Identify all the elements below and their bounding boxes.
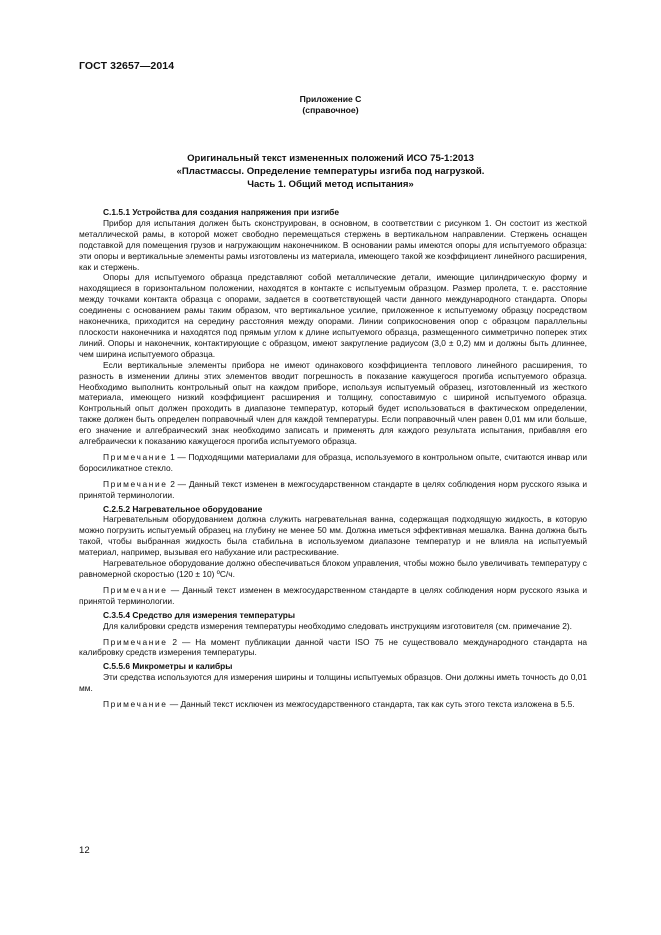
note — [79, 585, 587, 607]
note-label: Примечание — [103, 636, 168, 647]
note — [79, 452, 587, 474]
note-text: 1 — Подходящими материалами для образца, используемого в контрольном опыте, считаются инвар или боросиликатное стекло. — [79, 451, 587, 473]
document-body — [79, 205, 587, 713]
paragraph: Для калибровки средств измерения температуры необходимо следовать инструкциям изготовителя (см. примечание 2). — [103, 620, 573, 631]
note-label: Примечание — [103, 584, 168, 595]
section-heading: С.5.5.6 Микрометры и калибры — [103, 661, 233, 672]
section-heading: С.3.5.4 Средство для измерения температуры — [103, 609, 296, 620]
note — [79, 637, 587, 659]
page-number: 12 — [79, 845, 90, 856]
paragraph: Нагревательным оборудованием должна служить нагревательная ванна, содержащая подходящую жидкость, в которую можно погрузить испытуемый образец на глубину не менее 50 мм. Должна иметься эффективная мешалка. Ванна должна быть такой, чтобы выбранная жидкость была стабильна в используемом диапазоне температур и не влияла на испытуемый материал, например, вызывая его набухание или растрескивание. — [79, 514, 587, 558]
appendix-title: Приложение С — [299, 94, 362, 104]
note-text: — Данный текст исключен из межгосударственного стандарта, так как суть этого текста изложена в 5.5. — [167, 699, 575, 710]
appendix-subtitle: (справочное) — [302, 105, 359, 115]
title-line-2: «Пластмассы. Определение температуры изгиба под нагрузкой. — [176, 166, 485, 178]
paragraph: Опоры для испытуемого образца представляют собой металлические детали, имеющие цилиндрическую форму и находящиеся в горизонтальном положении, находятся в контакте с испытуемым образцом. Размер пролета, т. е. расстояние между точками контакта образца с опорами, задается в соответствующей части данного международного стандарта. Опоры соединены с основанием рамы таким образом, что вертикальное усилие, приложенное к испытуемому образцу посредством наконечника, приходится на середину расстояния между опорами. Линии соприкосновения опор с образцом параллельны плоскости наконечника и находятся под прямым углом к длине испытуемого образца, размещенного симметрично поперек этих линий. Опоры и наконечник, контактирующие с образцом, имеют закругление радиусом (3,0 ± 0,2) мм и должны быть длиннее, чем ширина испытуемого образца. — [79, 272, 587, 359]
document-title — [0, 152, 661, 192]
paragraph: Прибор для испытания должен быть сконструирован, в основном, в соответствии с рисунком 1. Он состоит из жесткой металлической рамы, в которой может свободно перемещаться стержень в вертикальном направлении. Стержень оснащен подставкой для помещения грузов и нагружающим наконечником. В основании рамы имеются опоры для испытуемого образца: эти опоры и вертикальные элементы рамы изготовлены из материала, имеющего такой же коэффициент линейного расширения, как и стержень. — [79, 217, 587, 272]
paragraph: Нагревательное оборудование должно обеспечиваться блоком управления, чтобы можно было увеличивать температуру с равномерной скоростью (120 ± 10) ºС/ч. — [79, 558, 587, 579]
standard-header: ГОСТ 32657—2014 — [79, 60, 175, 72]
paragraph: Эти средства используются для измерения ширины и толщины испытуемых образцов. Они должны иметь точность до 0,01 мм. — [79, 672, 587, 694]
note-label: Примечание — [103, 451, 168, 462]
note-label: Примечание — [103, 699, 168, 710]
note-text: 2 — На момент публикации данной части ISO 75 не существовало международного стандарта на калибровку средств измерения температуры. — [79, 636, 587, 658]
section-heading: С.1.5.1 Устройства для создания напряжения при изгибе — [103, 207, 340, 217]
note-label: Примечание — [103, 478, 168, 489]
note — [79, 479, 587, 501]
title-line-1: Оригинальный текст измененных положений ИСО 75-1:2013 — [187, 153, 474, 164]
note-text: 2 — Данный текст изменен в межгосударственном стандарте в целях соблюдения норм русского языка и принятой терминологии. — [79, 478, 587, 500]
section-heading: С.2.5.2 Нагревательное оборудование — [103, 503, 263, 514]
note — [79, 699, 587, 710]
note-text: — Данный текст изменен в межгосударственном стандарте в целях соблюдения норм русского языка и принятой терминологии. — [79, 584, 587, 606]
paragraph: Если вертикальные элементы прибора не имеют одинакового коэффициента теплового линейного расширения, то разность в изменении длины этих элементов вводит погрешность в показание кажущегося прогиба испытуемого образца. Необходимо выполнить контрольный опыт на каждом приборе, используя испытуемый образец, изготовленный из жесткого материала, имеющего низкий коэффициент расширения и толщину, сопоставимую с шириной испытуемого образца. Контрольный опыт должен проходить в диапазоне температур, который будет использоваться в фактическом определении, также должен быть определен поправочный член для каждой температуры. Если поправочный член равен 0,01 мм или больше, его значение и алгебраический знак необходимо записать и применять для каждого результата испытания, прибавляя его алгебраически к показанию кажущегося прогиба испытуемого образца. — [79, 359, 587, 447]
title-line-3: Часть 1. Общий метод испытания» — [247, 179, 414, 191]
